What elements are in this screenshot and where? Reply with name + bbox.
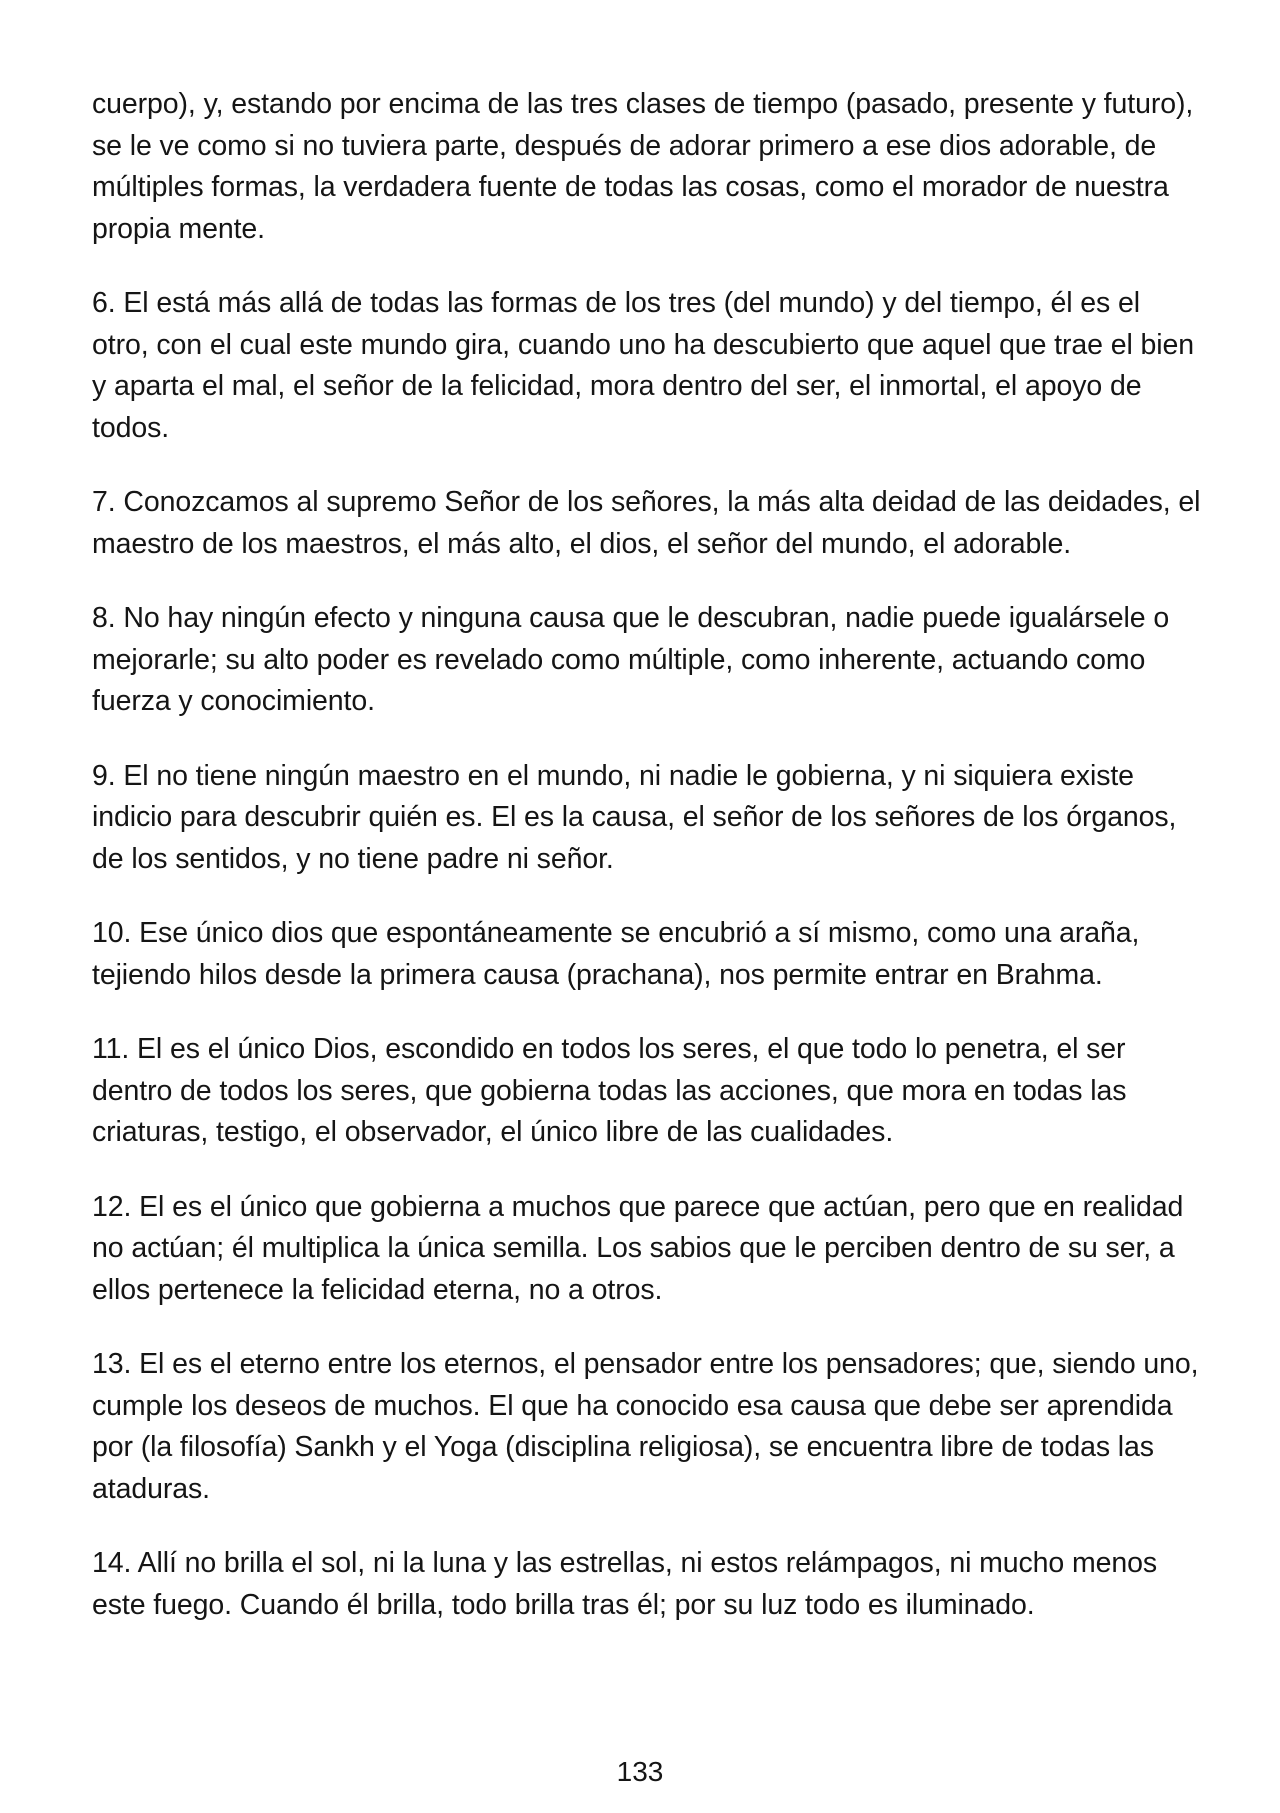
page-number: 133 — [616, 1756, 664, 1787]
paragraph-verse-7: 7. Conozcamos al supremo Señor de los señores, la más alta deidad de las deidades, el maestro de los maestros, el más alto, el dios, el señor del mundo, el adorable. — [92, 486, 1201, 560]
paragraph-verse-10: 10. Ese único dios que espontáneamente se encubrió a sí mismo, como una araña, tejiendo hilos desde la primera causa (prachana), nos permite entrar en Brahma. — [92, 917, 1140, 991]
paragraph-verse-11: 11. El es el único Dios, escondido en todos los seres, el que todo lo penetra, el ser dentro de todos los seres, que gobierna todas las acciones, que mora en todas las criaturas, testigo, el observador, el único libre de las cualidades. — [92, 1033, 1127, 1148]
paragraph-verse-14: 14. Allí no brilla el sol, ni la luna y las estrellas, ni estos relámpagos, ni mucho menos este fuego. Cuando él brilla, todo brilla tras él; por su luz todo es iluminado. — [92, 1547, 1158, 1621]
paragraph-verse-9: 9. El no tiene ningún maestro en el mundo, ni nadie le gobierna, y ni siquiera existe indicio para descubrir quién es. El es la causa, el señor de los señores de los órganos, de los sentidos, y no tiene padre ni señor. — [92, 759, 1177, 875]
paragraph-verse-6: 6. El está más allá de todas las formas de los tres (del mundo) y del tiempo, él es el otro, con el cual este mundo gira, cuando uno ha descubierto que aquel que trae el bien y aparta el mal, el señor de la felicidad, mora dentro del ser, el inmortal, el apoyo de todos. — [92, 287, 1194, 444]
paragraph-continuation: cuerpo), y, estando por encima de las tres clases de tiempo (pasado, presente y futuro), se le ve como si no tuviera parte, después de adorar primero a ese dios adorable, de múltiples formas, la verdadera fuente de todas las cosas, como el morador de nuestra propia mente. — [92, 88, 1194, 245]
paragraph-verse-8: 8. No hay ningún efecto y ninguna causa que le descubran, nadie puede igualársele o mejorarle; su alto poder es revelado como múltiple, como inherente, actuando como fuerza y conocimiento. — [92, 602, 1170, 717]
paragraph-verse-13: 13. El es el eterno entre los eternos, el pensador entre los pensadores; que, siendo uno, cumple los deseos de muchos. El que ha conocido esa causa que debe ser aprendida por (la filosofía) Sankh y el Yoga (disciplina religiosa), se encuentra libre de todas las ataduras. — [92, 1348, 1199, 1505]
page-body — [92, 84, 1202, 1659]
paragraph-verse-12: 12. El es el único que gobierna a muchos que parece que actúan, pero que en realidad no actúan; él multiplica la única semilla. Los sabios que le perciben dentro de su ser, a ellos pertenece la felicidad eterna, no a otros. — [92, 1190, 1184, 1306]
